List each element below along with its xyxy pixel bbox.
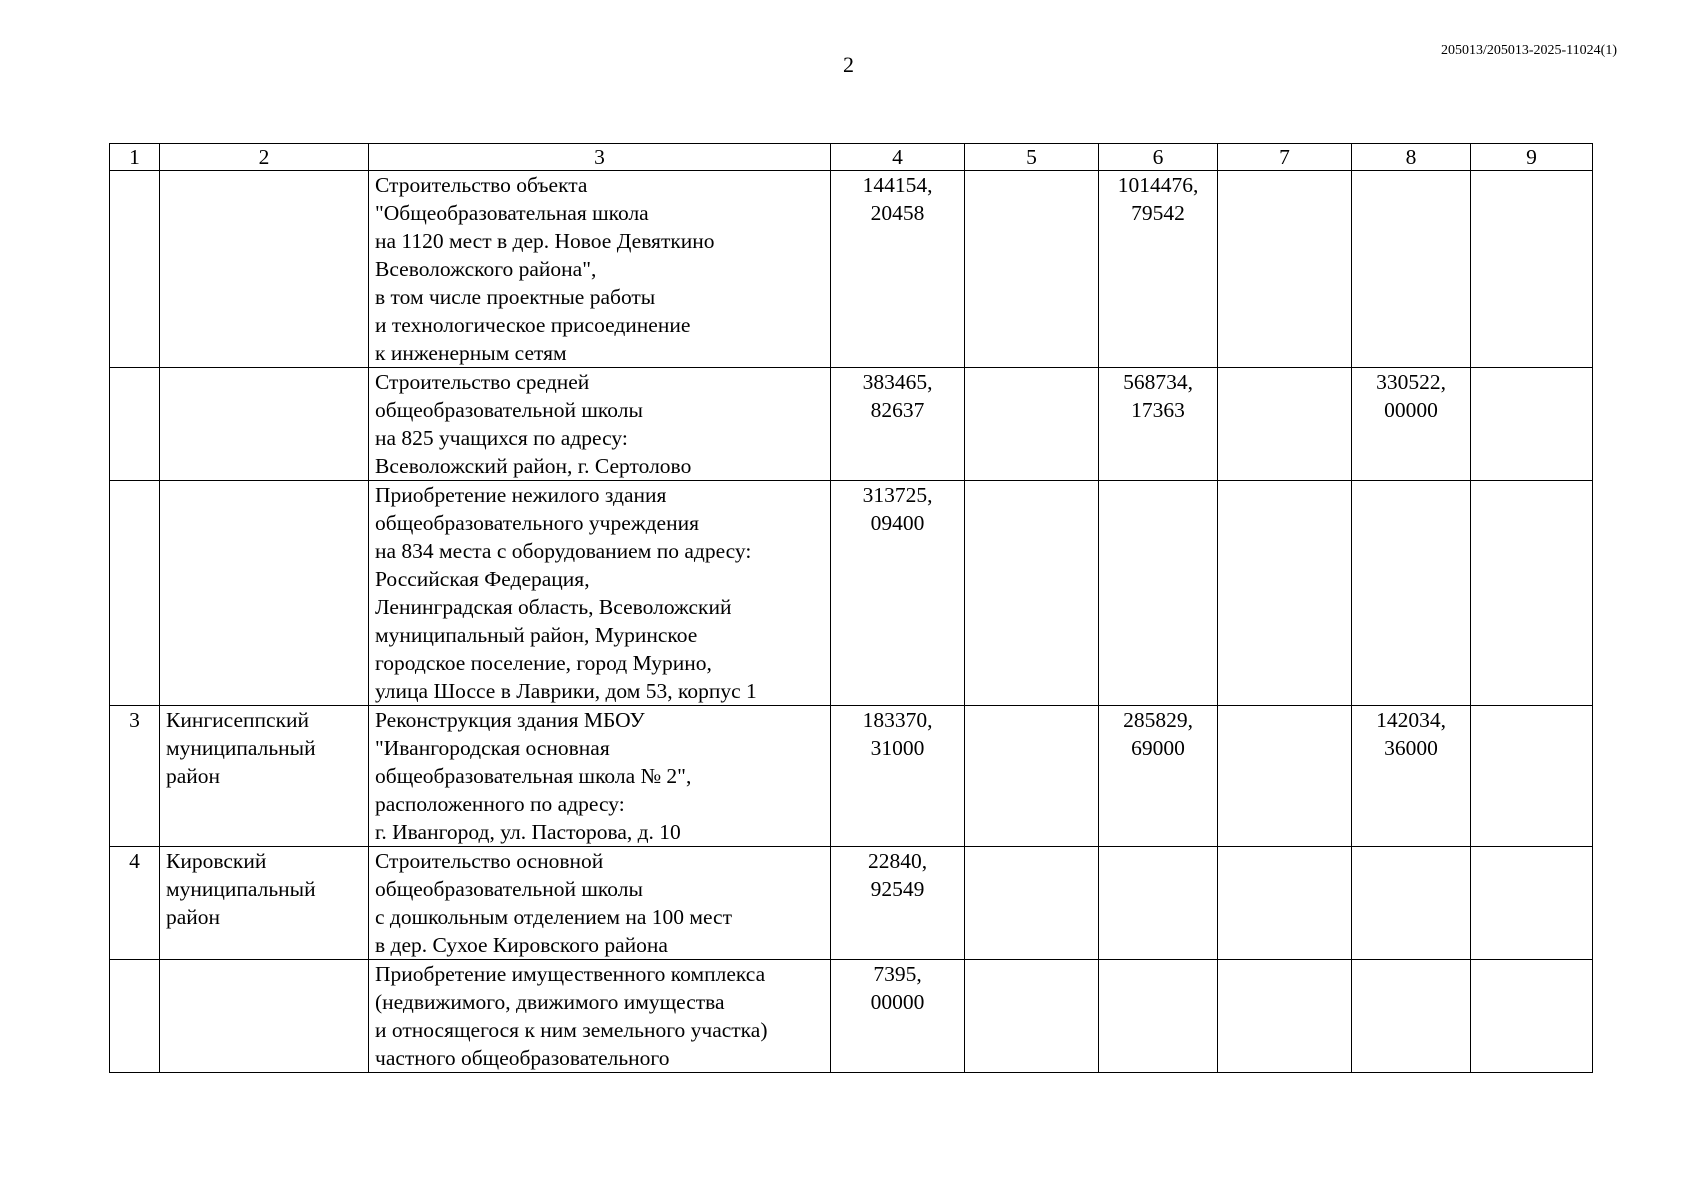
object-description-line: расположенного по адресу: xyxy=(375,792,625,816)
object-description-line: в том числе проектные работы xyxy=(375,285,656,309)
object-description-line: городское поселение, город Мурино, xyxy=(375,651,712,675)
amount-col-6 xyxy=(1099,960,1218,1073)
table-row xyxy=(110,171,1593,368)
column-header-8: 8 xyxy=(1352,144,1471,171)
object-description-line: частного общеобразовательного xyxy=(375,1046,670,1070)
row-number xyxy=(110,171,160,368)
amount-col-6-line: 79542 xyxy=(1131,201,1185,225)
amount-col-6-line: 1014476, xyxy=(1117,173,1199,197)
district-name xyxy=(160,847,369,960)
object-description xyxy=(369,171,831,368)
object-description-line: муниципальный район, Муринское xyxy=(375,623,698,647)
amount-col-4-line: 20458 xyxy=(870,201,925,225)
amount-col-6 xyxy=(1099,706,1218,847)
object-description-line: Строительство основной xyxy=(375,849,604,873)
object-description-line: общеобразовательной школы xyxy=(375,877,643,901)
table-row xyxy=(110,847,1593,960)
column-header-5: 5 xyxy=(965,144,1099,171)
column-header-2: 2 xyxy=(160,144,369,171)
amount-col-6-line: 69000 xyxy=(1131,736,1185,760)
amount-col-6 xyxy=(1099,847,1218,960)
amount-col-8 xyxy=(1352,847,1471,960)
district-name xyxy=(160,706,369,847)
amount-col-6 xyxy=(1099,171,1218,368)
amount-col-8 xyxy=(1352,706,1471,847)
amount-col-4 xyxy=(831,171,965,368)
amount-col-8-line: 330522, xyxy=(1376,370,1446,394)
district-name-line: Кировский xyxy=(166,849,267,873)
amount-col-8-line: 36000 xyxy=(1384,736,1438,760)
table-row xyxy=(110,368,1593,481)
district-name-line: муниципальный xyxy=(166,736,316,760)
funding-table xyxy=(109,143,1593,1073)
object-description-line: к инженерным сетям xyxy=(375,341,567,365)
amount-col-4-line: 00000 xyxy=(870,990,925,1014)
object-description-line: на 1120 мест в дер. Новое Девяткино xyxy=(375,229,715,253)
amount-col-4-line: 7395, xyxy=(873,962,922,986)
amount-col-9 xyxy=(1471,706,1593,847)
amount-col-6-line: 17363 xyxy=(1131,398,1185,422)
amount-col-9 xyxy=(1471,171,1593,368)
amount-col-7 xyxy=(1218,368,1352,481)
district-name-line: Кингисеппский xyxy=(166,708,310,732)
amount-col-4 xyxy=(831,847,965,960)
object-description-line: улица Шоссе в Лаврики, дом 53, корпус 1 xyxy=(375,679,757,703)
district-name-line: район xyxy=(166,764,221,788)
column-header-1: 1 xyxy=(110,144,160,171)
amount-col-8 xyxy=(1352,368,1471,481)
amount-col-4-line: 22840, xyxy=(867,849,928,873)
object-description-line: Приобретение имущественного комплекса xyxy=(375,962,766,986)
table-row xyxy=(110,481,1593,706)
object-description-line: Российская Федерация, xyxy=(375,567,590,591)
object-description-line: Строительство объекта xyxy=(375,173,588,197)
amount-col-4-line: 313725, xyxy=(862,483,933,507)
amount-col-4 xyxy=(831,960,965,1073)
amount-col-8 xyxy=(1352,171,1471,368)
object-description-line: (недвижимого, движимого имущества xyxy=(375,990,725,1014)
column-header-4: 4 xyxy=(831,144,965,171)
object-description-line: Ленинградская область, Всеволожский xyxy=(375,595,732,619)
table-row xyxy=(110,960,1593,1073)
object-description-line: Приобретение нежилого здания xyxy=(375,483,667,507)
object-description-line: общеобразовательная школа № 2", xyxy=(375,764,692,788)
amount-col-4-line: 183370, xyxy=(862,708,933,732)
object-description-line: и относящегося к ним земельного участка) xyxy=(375,1018,768,1042)
amount-col-4 xyxy=(831,481,965,706)
amount-col-9 xyxy=(1471,960,1593,1073)
object-description-line: на 825 учащихся по адресу: xyxy=(375,426,628,450)
amount-col-9 xyxy=(1471,481,1593,706)
amount-col-4-line: 82637 xyxy=(870,398,925,422)
amount-col-8 xyxy=(1352,960,1471,1073)
amount-col-5 xyxy=(965,481,1099,706)
amount-col-4-line: 31000 xyxy=(870,736,925,760)
object-description xyxy=(369,368,831,481)
table-body xyxy=(110,144,1593,1073)
column-header-6: 6 xyxy=(1099,144,1218,171)
page-number: 2 xyxy=(843,52,854,77)
amount-col-5 xyxy=(965,171,1099,368)
object-description-line: Реконструкция здания МБОУ xyxy=(375,708,645,732)
object-description-line: на 834 места с оборудованием по адресу: xyxy=(375,539,752,563)
row-number: 3 xyxy=(110,706,160,847)
object-description-line: "Общеобразовательная школа xyxy=(375,201,649,225)
amount-col-7 xyxy=(1218,847,1352,960)
object-description xyxy=(369,960,831,1073)
amount-col-6-line: 285829, xyxy=(1123,708,1193,732)
district-name-line: муниципальный xyxy=(166,877,316,901)
object-description-line: г. Ивангород, ул. Пасторова, д. 10 xyxy=(375,820,681,844)
amount-col-7 xyxy=(1218,481,1352,706)
amount-col-4 xyxy=(831,368,965,481)
table-header-row xyxy=(110,144,1593,171)
amount-col-6-line: 568734, xyxy=(1123,370,1193,394)
row-number: 4 xyxy=(110,847,160,960)
object-description-line: в дер. Сухое Кировского района xyxy=(375,933,668,957)
district-name xyxy=(160,171,369,368)
amount-col-4-line: 383465, xyxy=(862,370,933,394)
amount-col-9 xyxy=(1471,368,1593,481)
amount-col-7 xyxy=(1218,171,1352,368)
amount-col-6 xyxy=(1099,481,1218,706)
amount-col-7 xyxy=(1218,960,1352,1073)
object-description-line: Строительство средней xyxy=(375,370,590,394)
object-description xyxy=(369,706,831,847)
amount-col-8 xyxy=(1352,481,1471,706)
object-description-line: общеобразовательной школы xyxy=(375,398,643,422)
district-name xyxy=(160,960,369,1073)
amount-col-4 xyxy=(831,706,965,847)
document-id: 205013/205013-2025-11024(1) xyxy=(1440,43,1617,58)
amount-col-5 xyxy=(965,847,1099,960)
amount-col-6 xyxy=(1099,368,1218,481)
amount-col-4-line: 09400 xyxy=(870,511,925,535)
column-header-9: 9 xyxy=(1471,144,1593,171)
district-name xyxy=(160,368,369,481)
amount-col-8-line: 00000 xyxy=(1384,398,1438,422)
object-description-line: Всеволожский район, г. Сертолово xyxy=(375,454,692,478)
object-description xyxy=(369,481,831,706)
amount-col-5 xyxy=(965,960,1099,1073)
amount-col-5 xyxy=(965,368,1099,481)
object-description-line: с дошкольным отделением на 100 мест xyxy=(375,905,732,929)
object-description-line: и технологическое присоединение xyxy=(375,313,691,337)
row-number xyxy=(110,960,160,1073)
column-header-7: 7 xyxy=(1218,144,1352,171)
object-description-line: "Ивангородская основная xyxy=(375,736,610,760)
district-name xyxy=(160,481,369,706)
object-description-line: общеобразовательного учреждения xyxy=(375,511,699,535)
district-name-line: район xyxy=(166,905,221,929)
amount-col-8-line: 142034, xyxy=(1376,708,1446,732)
amount-col-9 xyxy=(1471,847,1593,960)
amount-col-5 xyxy=(965,706,1099,847)
amount-col-4-line: 144154, xyxy=(862,173,933,197)
row-number xyxy=(110,481,160,706)
amount-col-7 xyxy=(1218,706,1352,847)
row-number xyxy=(110,368,160,481)
amount-col-4-line: 92549 xyxy=(870,877,925,901)
table-row xyxy=(110,706,1593,847)
object-description-line: Всеволожского района", xyxy=(375,257,597,281)
object-description xyxy=(369,847,831,960)
column-header-3: 3 xyxy=(369,144,831,171)
